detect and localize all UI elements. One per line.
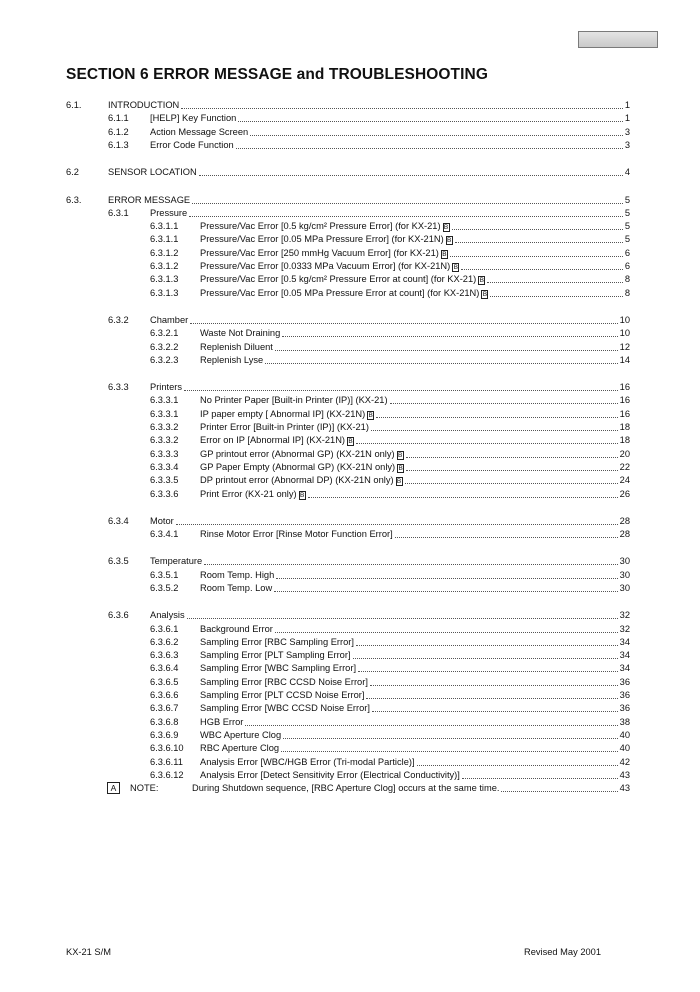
toc-entry-number: 6.3.5 bbox=[108, 556, 129, 566]
toc-leader-dots bbox=[236, 147, 623, 149]
toc-entry-number: 6.3.1.3 bbox=[150, 274, 179, 284]
footer-model: KX-21 S/M bbox=[66, 947, 111, 957]
toc-entry-title: ERROR MESSAGE bbox=[108, 195, 191, 205]
reference-marker-icon: B bbox=[482, 291, 488, 298]
toc-entry[interactable] bbox=[150, 636, 630, 649]
toc-entry[interactable] bbox=[108, 207, 630, 220]
note-marker-icon: A bbox=[107, 782, 120, 794]
toc-entry-page: 22 bbox=[619, 462, 630, 472]
toc-entry[interactable] bbox=[150, 582, 630, 595]
toc-entry-title: Room Temp. Low bbox=[200, 583, 273, 593]
reference-marker-icon: B bbox=[453, 264, 458, 271]
toc-entry[interactable] bbox=[150, 662, 630, 675]
toc-leader-dots bbox=[308, 496, 618, 498]
reference-marker-icon: B bbox=[398, 465, 403, 472]
toc-entry-title: Sampling Error [PLT CCSD Noise Error] bbox=[200, 690, 365, 700]
toc-entry-title: Pressure/Vac Error [0.0333 MPa Vacuum Error] (for KX-21N) bbox=[200, 261, 451, 271]
toc-entry-number: 6.3.6.6 bbox=[150, 690, 179, 700]
toc-entry-number: 6.3.6.3 bbox=[150, 650, 179, 660]
toc-entry-title: [HELP] Key Function bbox=[150, 113, 237, 123]
toc-entry[interactable] bbox=[66, 166, 630, 179]
toc-entry[interactable] bbox=[150, 354, 630, 367]
toc-leader-dots bbox=[395, 536, 618, 538]
toc-entry[interactable] bbox=[150, 220, 630, 233]
toc-entry[interactable] bbox=[150, 287, 630, 300]
toc-entry-title: Pressure/Vac Error [0.05 MPa Pressure Error at count] (for KX-21N) bbox=[200, 288, 480, 298]
toc-entry-number: 6.1.2 bbox=[108, 127, 129, 137]
toc-entry[interactable] bbox=[150, 689, 630, 702]
toc-entry-page: 8 bbox=[624, 288, 630, 298]
toc-leader-dots bbox=[265, 362, 617, 364]
toc-leader-dots bbox=[356, 644, 618, 646]
reference-marker-icon: B bbox=[447, 237, 452, 244]
toc-entry-number: 6.3.3.1 bbox=[150, 409, 179, 419]
toc-entry-number: 6.3.2.1 bbox=[150, 328, 179, 338]
toc-entry-title: Action Message Screen bbox=[150, 127, 249, 137]
toc-entry-page: 4 bbox=[624, 167, 630, 177]
toc-entry-number: 6.3.3.3 bbox=[150, 449, 179, 459]
toc-entry-page: 32 bbox=[619, 610, 630, 620]
toc-entry-page: 36 bbox=[619, 690, 630, 700]
toc-leader-dots bbox=[275, 631, 618, 633]
toc-entry-page: 28 bbox=[619, 516, 630, 526]
toc-leader-dots bbox=[276, 577, 617, 579]
toc-leader-dots bbox=[406, 469, 618, 471]
toc-entry-page: 20 bbox=[619, 449, 630, 459]
toc-entry-title: DP printout error (Abnormal DP) (KX-21N only) bbox=[200, 475, 394, 485]
toc-entry-page: 43 bbox=[619, 770, 630, 780]
section-title: SECTION 6 ERROR MESSAGE and TROUBLESHOOTING bbox=[66, 66, 488, 83]
toc-entry-page: 26 bbox=[619, 489, 630, 499]
toc-entry-number: 6.3.6.4 bbox=[150, 663, 179, 673]
toc-entry-title: GP printout error (Abnormal GP) (KX-21N only) bbox=[200, 449, 395, 459]
toc-entry-number: 6.3.3.5 bbox=[150, 475, 179, 485]
toc-entry[interactable] bbox=[150, 702, 630, 715]
toc-leader-dots bbox=[376, 416, 617, 418]
toc-entry[interactable] bbox=[150, 676, 630, 689]
toc-entry-page: 14 bbox=[619, 355, 630, 365]
toc-entry-number: 6.3.3.6 bbox=[150, 489, 179, 499]
toc-leader-dots bbox=[462, 777, 618, 779]
toc-entry[interactable] bbox=[150, 247, 630, 260]
toc-entry-number: 6.3.4 bbox=[108, 516, 129, 526]
toc-entry-number: 6.3.4.1 bbox=[150, 529, 179, 539]
toc-entry-page: 6 bbox=[624, 248, 630, 258]
toc-entry-page: 36 bbox=[619, 677, 630, 687]
toc-entry-number: 6.3.2.3 bbox=[150, 355, 179, 365]
toc-entry[interactable] bbox=[150, 461, 630, 474]
toc-entry-title: Temperature bbox=[150, 556, 203, 566]
toc-entry-page: 24 bbox=[619, 475, 630, 485]
toc-entry-number: 6.3. bbox=[66, 195, 82, 205]
reference-marker-icon: B bbox=[348, 438, 353, 445]
toc-entry-title: WBC Aperture Clog bbox=[200, 730, 282, 740]
toc-leader-dots bbox=[190, 322, 617, 324]
toc-entry-number: 6.3.6.8 bbox=[150, 717, 179, 727]
toc-entry[interactable] bbox=[108, 381, 630, 394]
toc-entry[interactable] bbox=[150, 474, 630, 487]
toc-entry-title: RBC Aperture Clog bbox=[200, 743, 280, 753]
toc-entry-title: Analysis bbox=[150, 610, 185, 620]
toc-leader-dots bbox=[250, 134, 623, 136]
toc-entry-title: Sampling Error [WBC CCSD Noise Error] bbox=[200, 703, 370, 713]
toc-entry-number: 6.3.6.7 bbox=[150, 703, 179, 713]
toc-leader-dots bbox=[487, 281, 623, 283]
toc-entry-title: Background Error bbox=[200, 624, 273, 634]
toc-entry-title: Print Error (KX-21 only) bbox=[200, 489, 297, 499]
toc-entry-number: 6.3.3.2 bbox=[150, 435, 179, 445]
toc-entry[interactable] bbox=[150, 394, 630, 407]
toc-entry-number: 6.3.6.12 bbox=[150, 770, 184, 780]
toc-entry-number: 6.3.6.1 bbox=[150, 624, 179, 634]
toc-leader-dots bbox=[283, 737, 618, 739]
toc-entry[interactable] bbox=[150, 233, 630, 246]
toc-entry-number: 6.3.6.10 bbox=[150, 743, 184, 753]
toc-entry-number: 6.3.3.1 bbox=[150, 395, 179, 405]
toc-entry-page: 38 bbox=[619, 717, 630, 727]
toc-entry-page: 5 bbox=[624, 195, 630, 205]
toc-entry-title: Printer Error [Built-in Printer (IP)] (KX-21) bbox=[200, 422, 369, 432]
reference-marker-icon: B bbox=[479, 277, 484, 284]
toc-entry[interactable] bbox=[150, 742, 630, 755]
toc-leader-dots bbox=[204, 563, 617, 565]
toc-leader-dots bbox=[192, 202, 623, 204]
toc-leader-dots bbox=[353, 657, 618, 659]
toc-leader-dots bbox=[358, 670, 618, 672]
toc-entry[interactable] bbox=[108, 112, 630, 125]
toc-entry-title: Sampling Error [PLT Sampling Error] bbox=[200, 650, 351, 660]
toc-entry[interactable] bbox=[108, 515, 630, 528]
toc-leader-dots bbox=[184, 389, 618, 391]
toc-entry-page: 16 bbox=[619, 395, 630, 405]
reference-marker-icon: B bbox=[368, 412, 373, 419]
toc-entry[interactable] bbox=[150, 729, 630, 742]
toc-leader-dots bbox=[405, 482, 618, 484]
toc-entry[interactable] bbox=[150, 488, 630, 501]
toc-entry-number: 6.3.5.2 bbox=[150, 583, 179, 593]
toc-entry-number: 6.3.1.3 bbox=[150, 288, 179, 298]
toc-entry[interactable] bbox=[150, 448, 630, 461]
toc-entry-title: Motor bbox=[150, 516, 174, 526]
toc-entry[interactable] bbox=[108, 609, 630, 622]
toc-entry-page: 34 bbox=[619, 663, 630, 673]
toc-entry-number: 6.3.1.1 bbox=[150, 234, 179, 244]
reference-marker-icon: B bbox=[397, 452, 403, 459]
toc-entry-page: 18 bbox=[619, 422, 630, 432]
toc-leader-dots bbox=[461, 268, 623, 270]
toc-entry-page: 43 bbox=[619, 783, 630, 793]
toc-leader-dots bbox=[450, 255, 623, 257]
toc-entry[interactable] bbox=[108, 314, 630, 327]
toc-entry[interactable] bbox=[66, 194, 630, 207]
toc-entry-title: Sampling Error [RBC Sampling Error] bbox=[200, 637, 354, 647]
toc-entry-number: 6.3.6.5 bbox=[150, 677, 179, 687]
toc-entry-page: 10 bbox=[619, 328, 630, 338]
toc-entry-page: 34 bbox=[619, 637, 630, 647]
toc-leader-dots bbox=[371, 429, 618, 431]
reference-marker-icon: B bbox=[299, 492, 305, 499]
toc-entry[interactable] bbox=[150, 769, 630, 782]
toc-entry-page: 34 bbox=[619, 650, 630, 660]
toc-entry-page: 10 bbox=[619, 315, 630, 325]
toc-entry-title: During Shutdown sequence, [RBC Aperture Clog] occurs at the same time. bbox=[192, 783, 500, 793]
toc-entry-title: Sampling Error [RBC CCSD Noise Error] bbox=[200, 677, 368, 687]
toc-entry-page: 28 bbox=[619, 529, 630, 539]
toc-entry-number: 6.3.3.4 bbox=[150, 462, 179, 472]
toc-entry-number: 6.1. bbox=[66, 100, 82, 110]
toc-leader-dots bbox=[282, 335, 617, 337]
toc-entry-page: 5 bbox=[624, 221, 630, 231]
toc-leader-dots bbox=[390, 402, 618, 404]
toc-entry-title: Rinse Motor Error [Rinse Motor Function Error] bbox=[200, 529, 393, 539]
toc-leader-dots bbox=[501, 790, 617, 792]
toc-leader-dots bbox=[274, 590, 617, 592]
toc-entry-page: 5 bbox=[624, 208, 630, 218]
toc-entry-title: Room Temp. High bbox=[200, 570, 275, 580]
toc-leader-dots bbox=[490, 295, 622, 297]
toc-entry-page: 40 bbox=[619, 730, 630, 740]
toc-entry-number: 6.3.3.2 bbox=[150, 422, 179, 432]
toc-entry-number: 6.3.1.2 bbox=[150, 248, 179, 258]
toc-leader-dots bbox=[366, 697, 617, 699]
toc-entry-page: 16 bbox=[619, 409, 630, 419]
toc-entry-number: 6.3.1 bbox=[108, 208, 129, 218]
toc-entry-number: 6.3.6 bbox=[108, 610, 129, 620]
toc-entry[interactable] bbox=[108, 126, 630, 139]
toc-leader-dots bbox=[281, 750, 618, 752]
toc-entry-title: SENSOR LOCATION bbox=[108, 167, 197, 177]
toc-entry[interactable] bbox=[150, 260, 630, 273]
toc-entry-page: 40 bbox=[619, 743, 630, 753]
toc-leader-dots bbox=[406, 456, 618, 458]
toc-entry-page: 1 bbox=[624, 113, 630, 123]
toc-entry-title: Pressure/Vac Error [0.05 MPa Pressure Error] (for KX-21N) bbox=[200, 234, 444, 244]
toc-entry[interactable] bbox=[150, 327, 630, 340]
toc-leader-dots bbox=[187, 617, 618, 619]
toc-entry-page: 30 bbox=[619, 570, 630, 580]
toc-entry[interactable] bbox=[150, 341, 630, 354]
toc-entry-number: 6.3.6.11 bbox=[150, 757, 183, 767]
toc-entry-title: No Printer Paper [Built-in Printer (IP)] (KX-21) bbox=[200, 395, 388, 405]
toc-entry[interactable] bbox=[150, 408, 630, 421]
toc-entry-title: Waste Not Draining bbox=[200, 328, 281, 338]
toc-leader-dots bbox=[199, 174, 623, 176]
toc-entry-number: 6.3.1.2 bbox=[150, 261, 179, 271]
toc-entry-title: INTRODUCTION bbox=[108, 100, 180, 110]
toc-leader-dots bbox=[181, 107, 623, 109]
toc-entry-page: 32 bbox=[619, 624, 630, 634]
toc-entry-title: Analysis Error [WBC/HGB Error (Tri-modal Particle)] bbox=[200, 757, 415, 767]
toc-entry-title: Sampling Error [WBC Sampling Error] bbox=[200, 663, 357, 673]
toc-leader-dots bbox=[356, 442, 618, 444]
toc-entry-title: IP paper empty [ Abnormal IP] (KX-21N) bbox=[200, 409, 366, 419]
toc-entry-page: 12 bbox=[619, 342, 630, 352]
toc-entry-number: 6.3.6.2 bbox=[150, 637, 179, 647]
toc-entry[interactable] bbox=[108, 555, 630, 568]
toc-entry[interactable] bbox=[150, 649, 630, 662]
toc-entry-page: 3 bbox=[624, 140, 630, 150]
toc-leader-dots bbox=[176, 523, 618, 525]
toc-entry[interactable] bbox=[150, 756, 630, 769]
toc-entry[interactable] bbox=[150, 421, 630, 434]
toc-entry[interactable] bbox=[150, 434, 630, 447]
toc-leader-dots bbox=[452, 228, 623, 230]
toc-entry-title: Pressure bbox=[150, 208, 188, 218]
toc-entry-title: Error on IP [Abnormal IP] (KX-21N) bbox=[200, 435, 346, 445]
footer-revision: Revised May 2001 bbox=[524, 947, 601, 957]
toc-leader-dots bbox=[417, 764, 618, 766]
toc-entry-number: 6.3.6.9 bbox=[150, 730, 179, 740]
toc-entry[interactable] bbox=[110, 782, 630, 795]
toc-entry-page: 1 bbox=[624, 100, 630, 110]
toc-entry-page: 18 bbox=[619, 435, 630, 445]
toc-leader-dots bbox=[238, 120, 623, 122]
toc-entry-title: Replenish Lyse bbox=[200, 355, 264, 365]
toc-entry-number: 6.3.3 bbox=[108, 382, 129, 392]
reference-marker-icon: B bbox=[442, 251, 447, 258]
toc-entry-number: 6.3.2 bbox=[108, 315, 129, 325]
toc-leader-dots bbox=[455, 241, 623, 243]
toc-entry[interactable] bbox=[150, 716, 630, 729]
toc-entry-title: Analysis Error [Detect Sensitivity Error (Electrical Conductivity)] bbox=[200, 770, 460, 780]
toc-entry[interactable] bbox=[150, 569, 630, 582]
toc-entry-title: Printers bbox=[150, 382, 183, 392]
toc-entry-page: 6 bbox=[624, 261, 630, 271]
toc-entry-page: 30 bbox=[619, 583, 630, 593]
toc-entry-number: 6.1.1 bbox=[108, 113, 129, 123]
toc-entry[interactable] bbox=[108, 139, 630, 152]
toc-leader-dots bbox=[189, 215, 623, 217]
toc-entry[interactable] bbox=[150, 528, 630, 541]
reference-marker-icon: B bbox=[443, 224, 449, 231]
toc-entry-page: 16 bbox=[619, 382, 630, 392]
toc-entry-page: 42 bbox=[619, 757, 630, 767]
toc-leader-dots bbox=[370, 684, 618, 686]
toc-entry-title: GP Paper Empty (Abnormal GP) (KX-21N only) bbox=[200, 462, 396, 472]
toc-leader-dots bbox=[245, 724, 617, 726]
toc-entry-number: 6.1.3 bbox=[108, 140, 129, 150]
toc-entry[interactable] bbox=[150, 273, 630, 286]
toc-entry[interactable] bbox=[150, 623, 630, 636]
toc-entry-page: 36 bbox=[619, 703, 630, 713]
toc-entry-number: 6.3.5.1 bbox=[150, 570, 179, 580]
toc-entry-page: 8 bbox=[624, 274, 630, 284]
toc-entry-title: Chamber bbox=[150, 315, 189, 325]
toc-entry-title: Pressure/Vac Error [0.5 kg/cm² Pressure Error] (for KX-21) bbox=[200, 221, 441, 231]
toc-entry-number: 6.3.1.1 bbox=[150, 221, 179, 231]
toc-entry-page: 5 bbox=[624, 234, 630, 244]
toc-entry[interactable] bbox=[66, 99, 630, 112]
toc-entry-number: 6.3.2.2 bbox=[150, 342, 179, 352]
toc-entry-page: 3 bbox=[624, 127, 630, 137]
reference-marker-icon: B bbox=[396, 478, 402, 485]
toc-leader-dots bbox=[275, 349, 618, 351]
toc-entry-title: Pressure/Vac Error [0.5 kg/cm² Pressure Error at count] (for KX-21) bbox=[200, 274, 477, 284]
toc-entry-page: 30 bbox=[619, 556, 630, 566]
toc-entry-number: 6.2 bbox=[66, 167, 79, 177]
toc-entry-title: Error Code Function bbox=[150, 140, 234, 150]
toc-leader-dots bbox=[372, 710, 618, 712]
toc-entry-title: Replenish Diluent bbox=[200, 342, 273, 352]
toc-entry-title: Pressure/Vac Error [250 mmHg Vacuum Error] (for KX-21) bbox=[200, 248, 439, 258]
toc-entry-number: NOTE: bbox=[130, 783, 159, 793]
toc-entry-title: HGB Error bbox=[200, 717, 244, 727]
